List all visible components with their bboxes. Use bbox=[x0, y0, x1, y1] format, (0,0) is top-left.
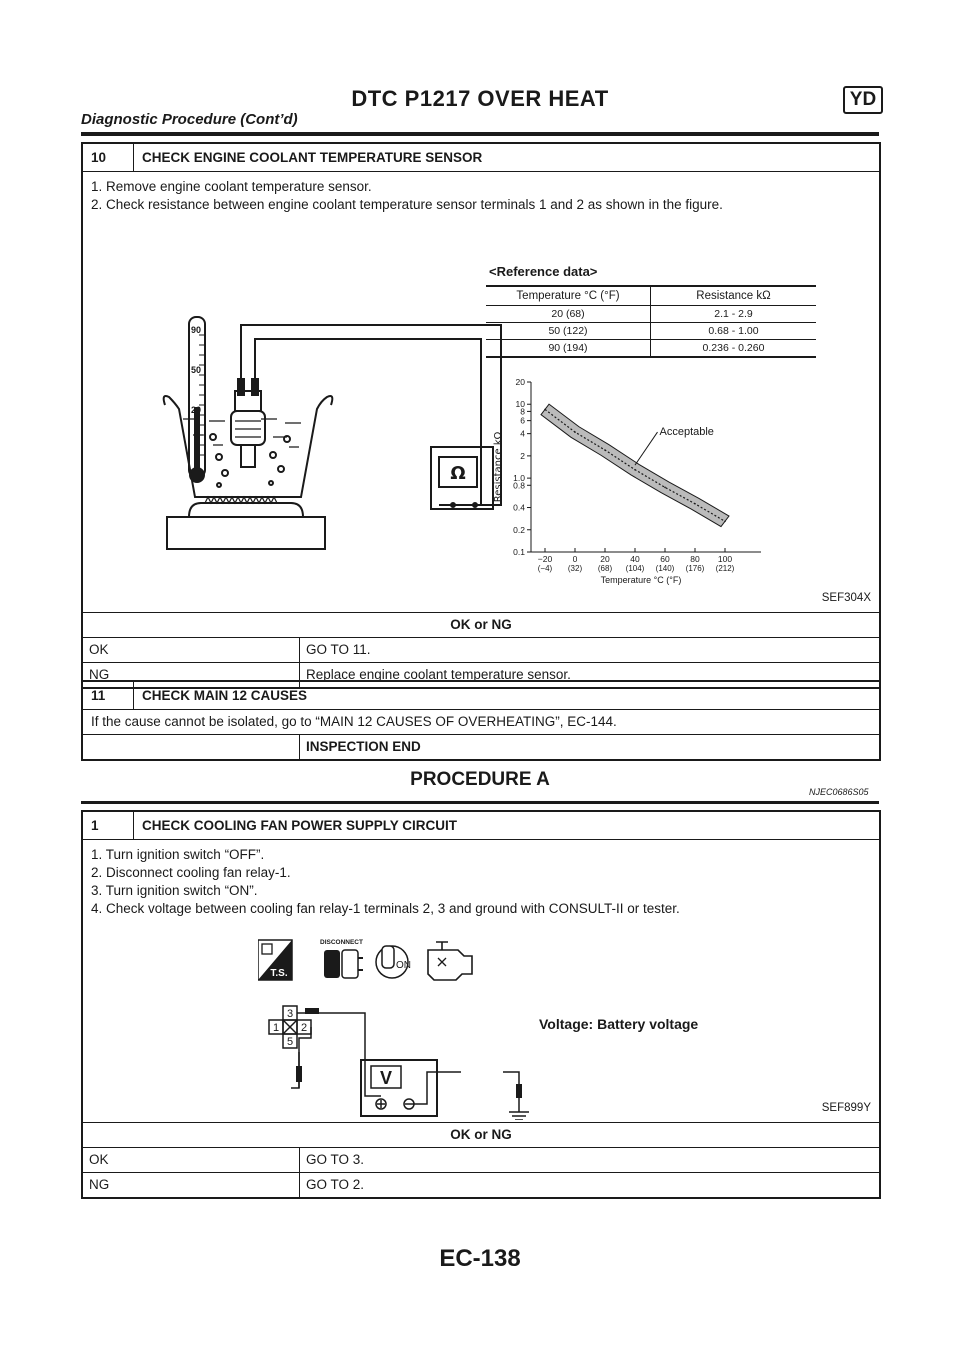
engine-icon bbox=[428, 942, 472, 980]
annotation-label: Acceptable bbox=[659, 426, 714, 439]
data-point bbox=[574, 431, 576, 433]
page-number: EC-138 bbox=[439, 1245, 521, 1272]
y-tick-label: 0.1 bbox=[513, 547, 525, 557]
x-tick-label-f: (176) bbox=[685, 564, 705, 573]
disconnect-label: DISCONNECT bbox=[320, 939, 363, 946]
step-title: CHECK COOLING FAN POWER SUPPLY CIRCUIT bbox=[142, 818, 458, 833]
reference-table bbox=[486, 285, 816, 358]
step-1-header bbox=[83, 812, 879, 840]
thermo-mark: 20 bbox=[191, 405, 202, 415]
on-label: ON bbox=[396, 960, 411, 971]
x-tick-label-f: (140) bbox=[655, 564, 675, 573]
relay-terminal: 3 bbox=[286, 1008, 294, 1020]
figure-code: SEF899Y bbox=[821, 1102, 871, 1114]
reference-title: <Reference data> bbox=[489, 264, 598, 279]
sensor-test-illustration bbox=[153, 297, 513, 557]
table-row: 90 (194) 0.236 - 0.260 bbox=[486, 340, 816, 358]
ohm-symbol: Ω bbox=[450, 463, 466, 484]
x-tick-label: 60 bbox=[660, 554, 670, 564]
data-point bbox=[724, 521, 726, 523]
ok-ng-label: OK or NG bbox=[83, 1123, 879, 1148]
step-10-body bbox=[83, 172, 879, 613]
resistance-chart bbox=[491, 376, 781, 608]
ok-ng-label: OK or NG bbox=[83, 613, 879, 638]
step-number: 10 bbox=[83, 144, 134, 171]
step-number: 1 bbox=[83, 812, 134, 839]
x-tick-label-f: (32) bbox=[567, 564, 583, 573]
x-tick-label: 40 bbox=[630, 554, 640, 564]
result-row: NG Replace engine coolant temperature sensor. bbox=[83, 663, 879, 687]
step-10-header bbox=[83, 144, 879, 172]
ts-label: T.S. bbox=[270, 968, 288, 979]
instruction-line: 1. Remove engine coolant temperature sensor. bbox=[91, 179, 372, 194]
x-tick-label: 100 bbox=[717, 554, 733, 564]
data-point bbox=[664, 487, 666, 489]
engine-badge: YD bbox=[843, 86, 883, 114]
x-tick-label: 80 bbox=[690, 554, 700, 564]
y-tick-label: 4 bbox=[520, 428, 525, 439]
header-rule bbox=[81, 132, 879, 136]
ignition-on-icon bbox=[376, 946, 411, 978]
x-tick-label: 20 bbox=[600, 554, 610, 564]
step-title: CHECK ENGINE COOLANT TEMPERATURE SENSOR bbox=[142, 150, 483, 165]
instruction-line: 3. Turn ignition switch “ON”. bbox=[91, 883, 258, 898]
section-rule bbox=[81, 801, 879, 804]
annotation-leader bbox=[635, 432, 658, 465]
data-point bbox=[544, 409, 546, 411]
table-row: 20 (68) 2.1 - 2.9 bbox=[486, 306, 816, 323]
y-tick-label: 10 bbox=[515, 399, 525, 410]
relay-terminal: 5 bbox=[286, 1036, 294, 1048]
x-tick-label-f: (−4) bbox=[537, 564, 553, 573]
acceptable-band bbox=[541, 404, 729, 526]
ground-wire bbox=[503, 1060, 543, 1120]
y-tick-label: 1.0 bbox=[513, 473, 525, 484]
ref-header: Temperature °C (°F) bbox=[486, 286, 651, 306]
thermo-mark: 50 bbox=[191, 365, 202, 375]
result-row: NG GO TO 2. bbox=[83, 1173, 879, 1197]
voltage-spec: Voltage: Battery voltage bbox=[539, 1016, 699, 1032]
step-11-box bbox=[81, 680, 881, 761]
instruction-line: If the cause cannot be isolated, go to “MAIN 12 CAUSES OF OVERHEATING”, EC-144. bbox=[83, 710, 879, 735]
ref-header: Resistance kΩ bbox=[651, 286, 817, 306]
x-axis-label: Temperature °C (°F) bbox=[600, 575, 682, 585]
y-tick-label: 0.2 bbox=[513, 524, 525, 535]
x-tick-label: −20 bbox=[537, 554, 553, 564]
disconnect-icon bbox=[320, 939, 363, 978]
figure-code: SEF304X bbox=[821, 592, 871, 604]
x-tick-label-f: (212) bbox=[715, 564, 735, 573]
y-tick-label: 6 bbox=[520, 415, 525, 426]
inspection-end: INSPECTION END bbox=[306, 739, 421, 754]
section-title: PROCEDURE A bbox=[410, 769, 550, 790]
instruction-line: 1. Turn ignition switch “OFF”. bbox=[91, 847, 265, 862]
y-tick-label: 0.4 bbox=[513, 502, 525, 513]
relay-circuit-diagram bbox=[261, 1000, 461, 1120]
step-1-box bbox=[81, 810, 881, 1199]
instruction-line: 2. Disconnect cooling fan relay-1. bbox=[91, 865, 291, 880]
data-point bbox=[604, 449, 606, 451]
x-tick-label-f: (68) bbox=[597, 564, 613, 573]
procedure-icons bbox=[258, 936, 498, 984]
instruction-line: 2. Check resistance between engine coolant temperature sensor terminals 1 and 2 as shown in the figure. bbox=[91, 197, 723, 212]
relay-terminal: 1 bbox=[272, 1022, 280, 1034]
thermo-mark: 90 bbox=[191, 325, 202, 335]
x-tick-label: 0 bbox=[572, 554, 578, 564]
step-11-header bbox=[83, 682, 879, 710]
step-10-box bbox=[81, 142, 881, 689]
voltmeter-label: V bbox=[379, 1068, 393, 1088]
step-number: 11 bbox=[83, 682, 134, 709]
data-point bbox=[634, 469, 636, 471]
section-id: NJEC0686S05 bbox=[809, 787, 869, 797]
data-point bbox=[694, 503, 696, 505]
step-title: CHECK MAIN 12 CAUSES bbox=[142, 688, 308, 703]
relay-terminal: 2 bbox=[300, 1022, 308, 1034]
instruction-line: 4. Check voltage between cooling fan relay-1 terminals 2, 3 and ground with CONSULT-II or tester. bbox=[91, 901, 680, 916]
step-1-body bbox=[83, 840, 879, 1123]
y-axis-label: Resistance kΩ bbox=[493, 431, 504, 503]
y-tick-label: 8 bbox=[520, 406, 525, 417]
result-row: OK GO TO 11. bbox=[83, 638, 879, 663]
y-tick-label: 0.8 bbox=[513, 480, 525, 491]
y-tick-label: 20 bbox=[515, 377, 525, 387]
technical-support-icon bbox=[258, 940, 292, 980]
y-tick-label: 2 bbox=[520, 450, 525, 461]
page-subtitle: Diagnostic Procedure (Cont’d) bbox=[81, 111, 298, 128]
result-row: OK GO TO 3. bbox=[83, 1148, 879, 1173]
table-row: 50 (122) 0.68 - 1.00 bbox=[486, 323, 816, 340]
x-tick-label-f: (104) bbox=[625, 564, 645, 573]
page-title: DTC P1217 OVER HEAT bbox=[351, 86, 609, 111]
result-row bbox=[83, 735, 879, 759]
